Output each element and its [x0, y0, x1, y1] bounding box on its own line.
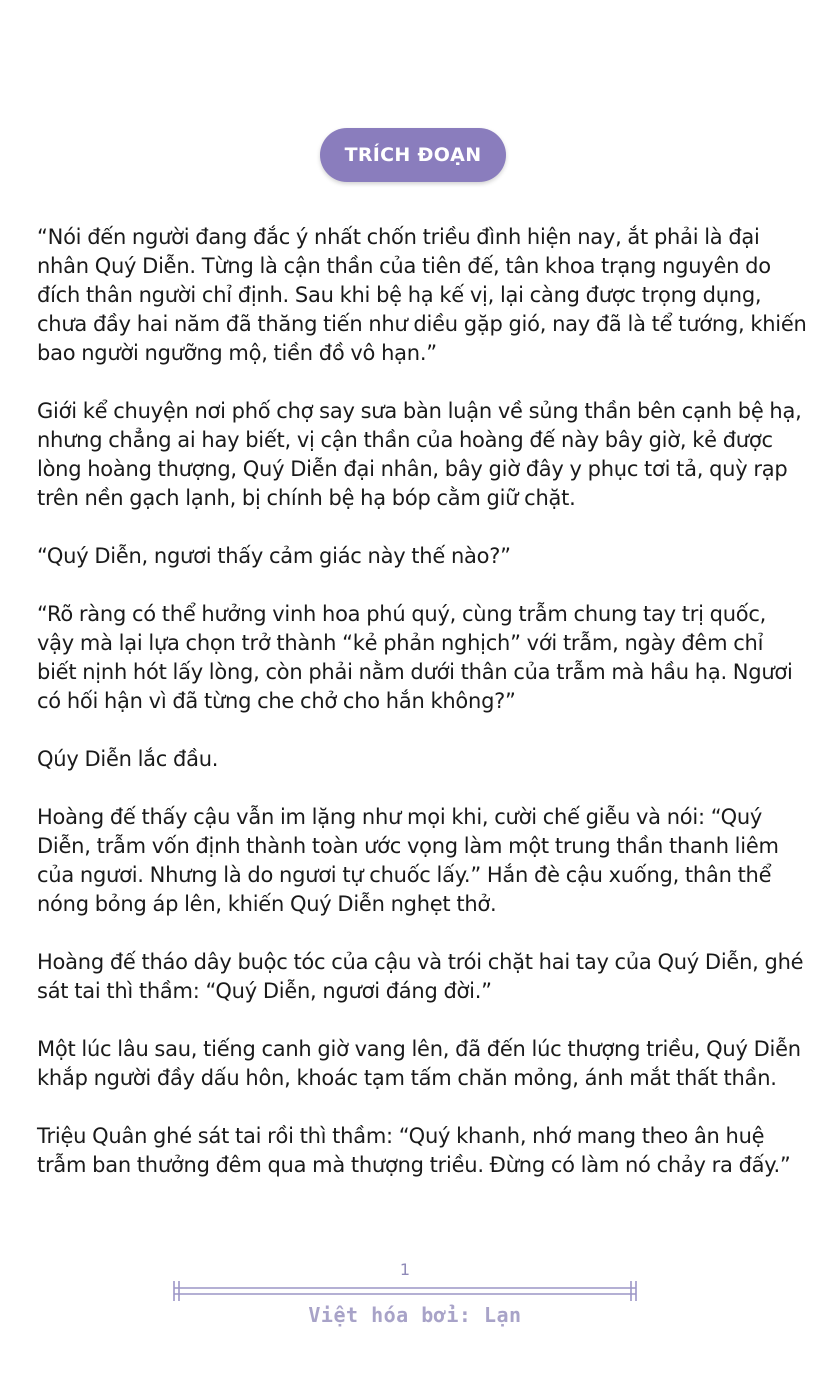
story-text	[37, 223, 807, 1180]
paragraph-7: Hoàng đế tháo dây buộc tóc của cậu và trói chặt hai tay của Quý Diễn, ghé sát tai thì thầm: “Quý Diễn, ngươi đáng đời.”	[37, 950, 804, 1003]
page-number: 1	[399, 1260, 411, 1279]
paragraph-3: “Quý Diễn, ngươi thấy cảm giác này thế nào?”	[37, 544, 511, 568]
paragraph-9: Triệu Quân ghé sát tai rồi thì thầm: “Quý khanh, nhớ mang theo ân huệ trẫm ban thưởng đêm qua mà thượng triều. Đừng có làm nó chảy ra đấy.”	[37, 1124, 791, 1177]
paragraph-8: Một lúc lâu sau, tiếng canh giờ vang lên, đã đến lúc thượng triều, Quý Diễn khắp người đầy dấu hôn, khoác tạm tấm chăn mỏng, ánh mắt thất thần.	[37, 1037, 801, 1090]
paragraph-6: Hoàng đế thấy cậu vẫn im lặng như mọi khi, cười chế giễu và nói: “Quý Diễn, trẫm vốn định thành toàn ước vọng làm một trung thần thanh liêm của ngươi. Nhưng là do ngươi tự chuốc lấy.” Hắn đè cậu xuống, thân thể nóng bỏng áp lên, khiến Quý Diễn nghẹt thở.	[37, 805, 779, 916]
excerpt-badge: TRÍCH ĐOẠN	[320, 128, 506, 182]
paragraph-2: Giới kể chuyện nơi phố chợ say sưa bàn luận về sủng thần bên cạnh bệ hạ, nhưng chẳng ai hay biết, vị cận thần của hoàng đế này bây giờ, kẻ được lòng hoàng thượng, Quý Diễn đại nhân, bây giờ đây y phục tơi tả, quỳ rạp trên nền gạch lạnh, bị chính bệ hạ bóp cằm giữ chặt.	[37, 399, 802, 510]
paragraph-4: “Rõ ràng có thể hưởng vinh hoa phú quý, cùng trẫm chung tay trị quốc, vậy mà lại lựa chọn trở thành “kẻ phản nghịch” với trẫm, ngày đêm chỉ biết nịnh hót lấy lòng, còn phải nằm dưới thân của trẫm mà hầu hạ. Ngươi có hối hận vì đã từng che chở cho hắn không?”	[37, 602, 793, 713]
footer-divider	[172, 1280, 638, 1302]
paragraph-1: “Nói đến người đang đắc ý nhất chốn triều đình hiện nay, ắt phải là đại nhân Quý Diễn. Từng là cận thần của tiên đế, tân khoa trạng nguyên do đích thân người chỉ định. Sau khi bệ hạ kế vị, lại càng được trọng dụng, chưa đầy hai năm đã thăng tiến như diều gặp gió, nay đã là tể tướng, khiến bao người ngưỡng mộ, tiền đồ vô hạn.”	[37, 225, 807, 365]
divider-line-icon	[172, 1280, 638, 1302]
paragraph-5: Qúy Diễn lắc đầu.	[37, 747, 219, 771]
translator-credit: Việt hóa bởi: Lạn	[308, 1303, 522, 1327]
